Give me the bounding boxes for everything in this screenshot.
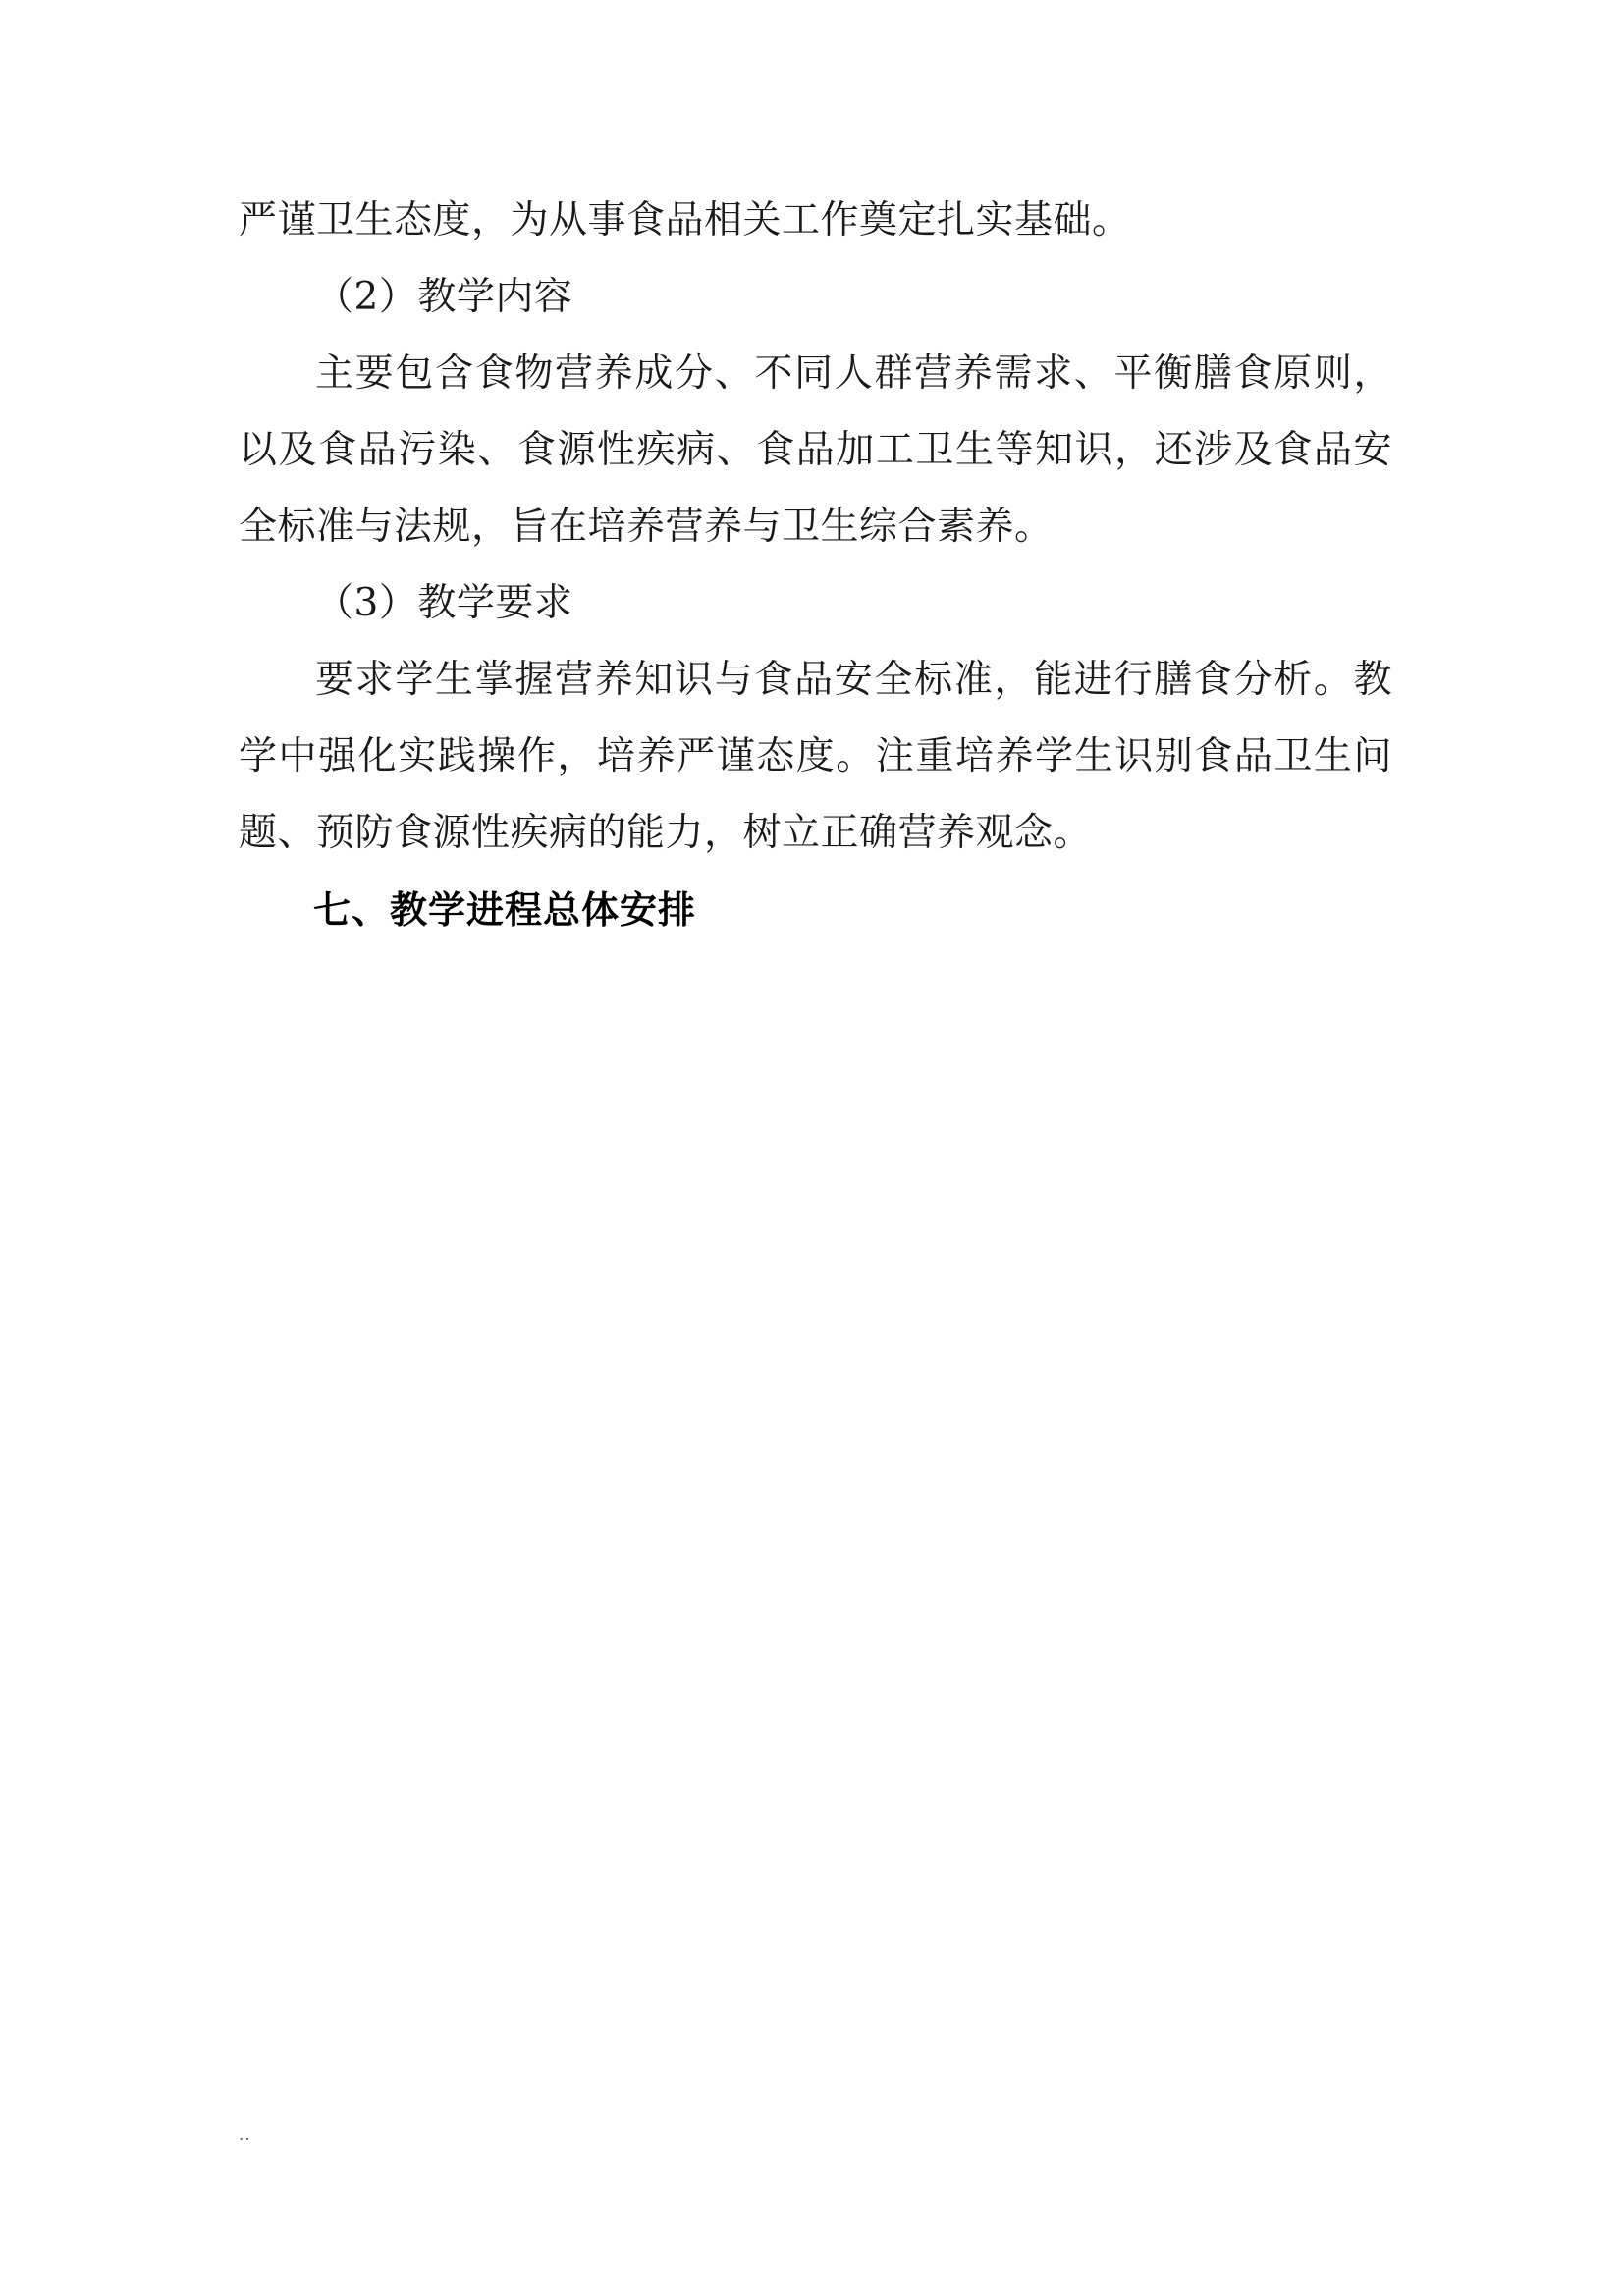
paragraph-continued: 严谨卫生态度，为从事食品相关工作奠定扎实基础。 [239,198,1131,242]
paragraph-section-2-title: （2）教学内容 [315,275,573,319]
footer-mark: .. [239,2125,251,2145]
document-body [239,183,1392,948]
section-heading-seven: 七、教学进程总体安排 [313,888,697,932]
paragraph-section-2-body: 主要包含食物营养成分、不同人群营养需求、平衡膳食原则，以及食品污染、食源性疾病、食品加工卫生等知识，还涉及食品安全标准与法规，旨在培养营养与卫生综合素养。 [239,351,1392,549]
paragraph-section-3-title: （3）教学要求 [315,581,573,625]
paragraph-section-3-body: 要求学生掌握营养知识与食品安全标准，能进行膳食分析。教学中强化实践操作，培养严谨态度。注重培养学生识别食品卫生问题、预防食源性疾病的能力，树立正确营养观念。 [239,658,1392,855]
